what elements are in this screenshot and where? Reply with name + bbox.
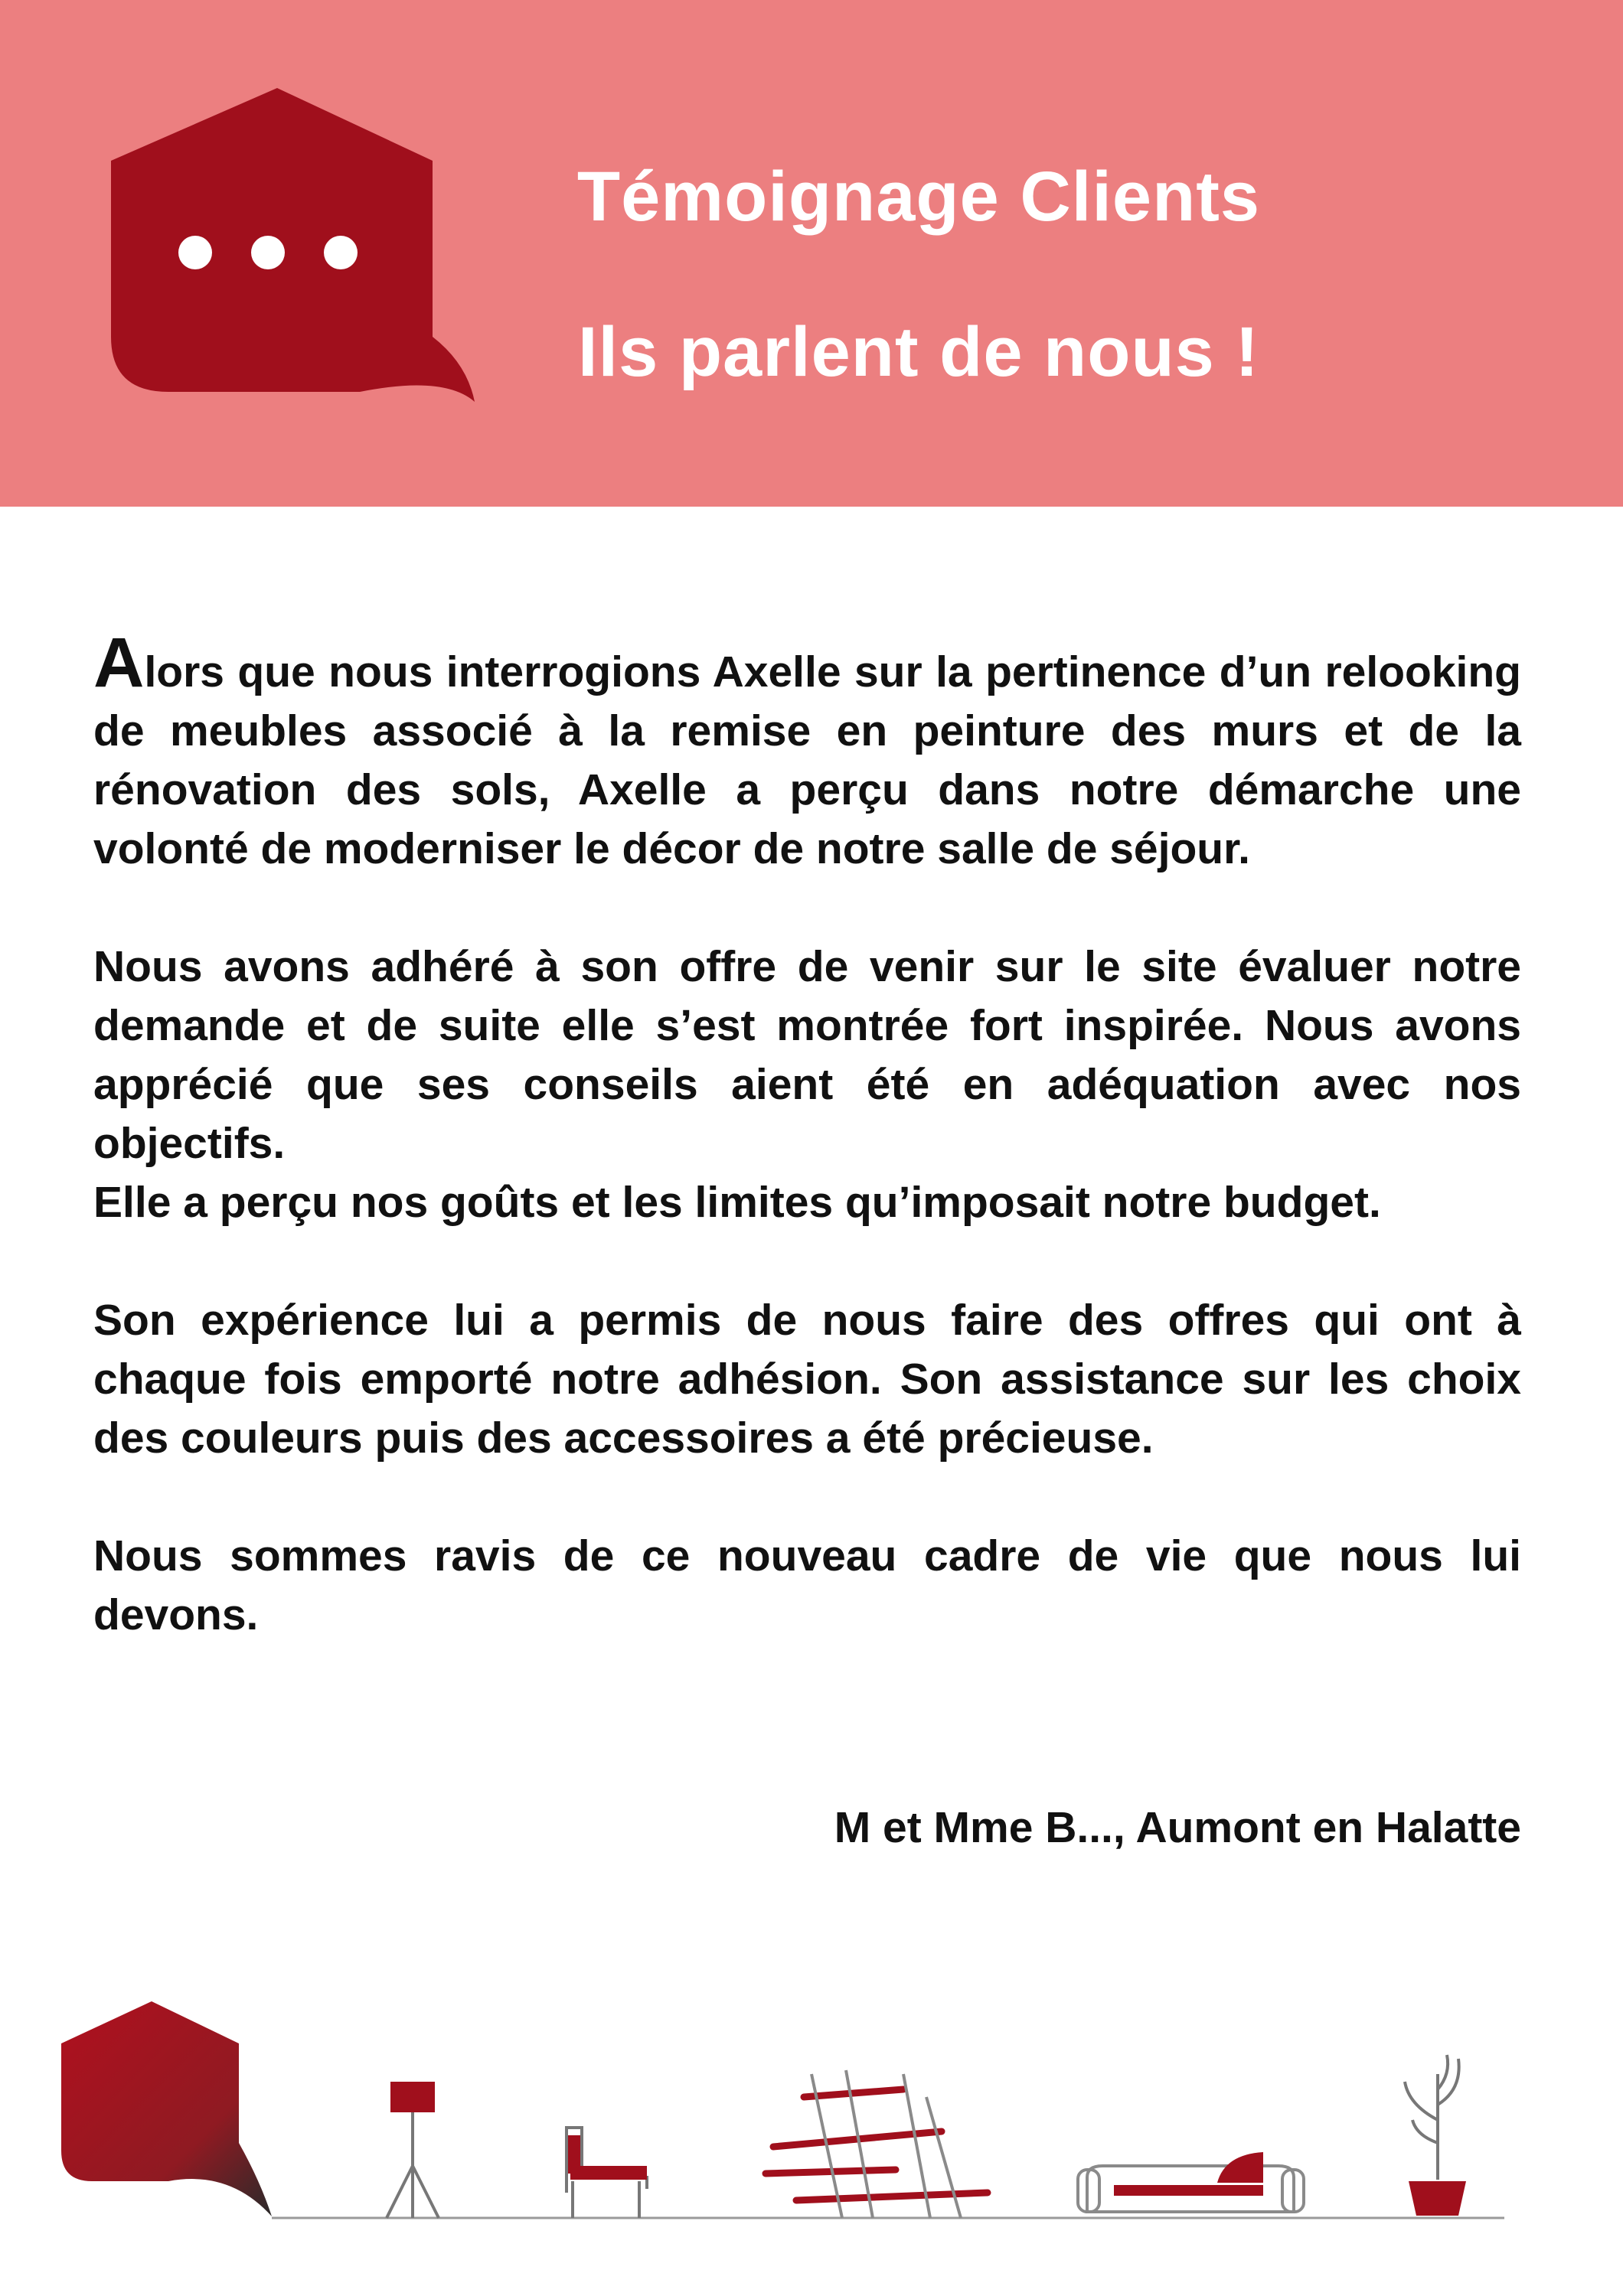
paragraph-2-text: Nous avons adhéré à son offre de venir sur le site évaluer notre demande et de suite elle s’est montrée fort inspirée. Nous avons apprécié que ses conseils aient été en adéquation avec nos objectifs. (93, 942, 1521, 1168)
header-banner (0, 0, 1623, 507)
paragraph-1-text: lors que nous interrogions Axelle sur la pertinence d’un relooking de meubles associé à la remise en peinture des murs et de la rénovation des sols, Axelle a perçu dans notre démarche une volonté de moderniser le décor de notre salle de séjour. (93, 647, 1521, 873)
paragraph-2-last-line: Elle a perçu nos goûts et les limites qu’imposait notre budget. (93, 1178, 1381, 1227)
furniture-lineart-illustration (0, 1982, 1623, 2296)
page-title: Témoignage Clients (576, 158, 1261, 236)
page-subtitle: Ils parlent de nous ! (577, 313, 1260, 391)
testimonial-paragraph-4: Nous sommes ravis de ce nouveau cadre de vie que nous lui devons. (93, 1531, 1521, 1639)
speech-bubble-house-icon (107, 84, 475, 406)
drop-cap: A (93, 624, 145, 702)
testimonial-paragraph-1 (93, 624, 1521, 879)
testimonial-paragraph-2 (93, 938, 1521, 1232)
testimonial-signature: M et Mme B..., Aumont en Halatte (834, 1803, 1521, 1852)
testimonial-body (93, 624, 1521, 1704)
testimonial-paragraph-3: Son expérience lui a permis de nous faire des offres qui ont à chaque fois emporté notre adhésion. Son assistance sur les choix des couleurs puis des accessoires a été précieuse. (93, 1296, 1521, 1463)
